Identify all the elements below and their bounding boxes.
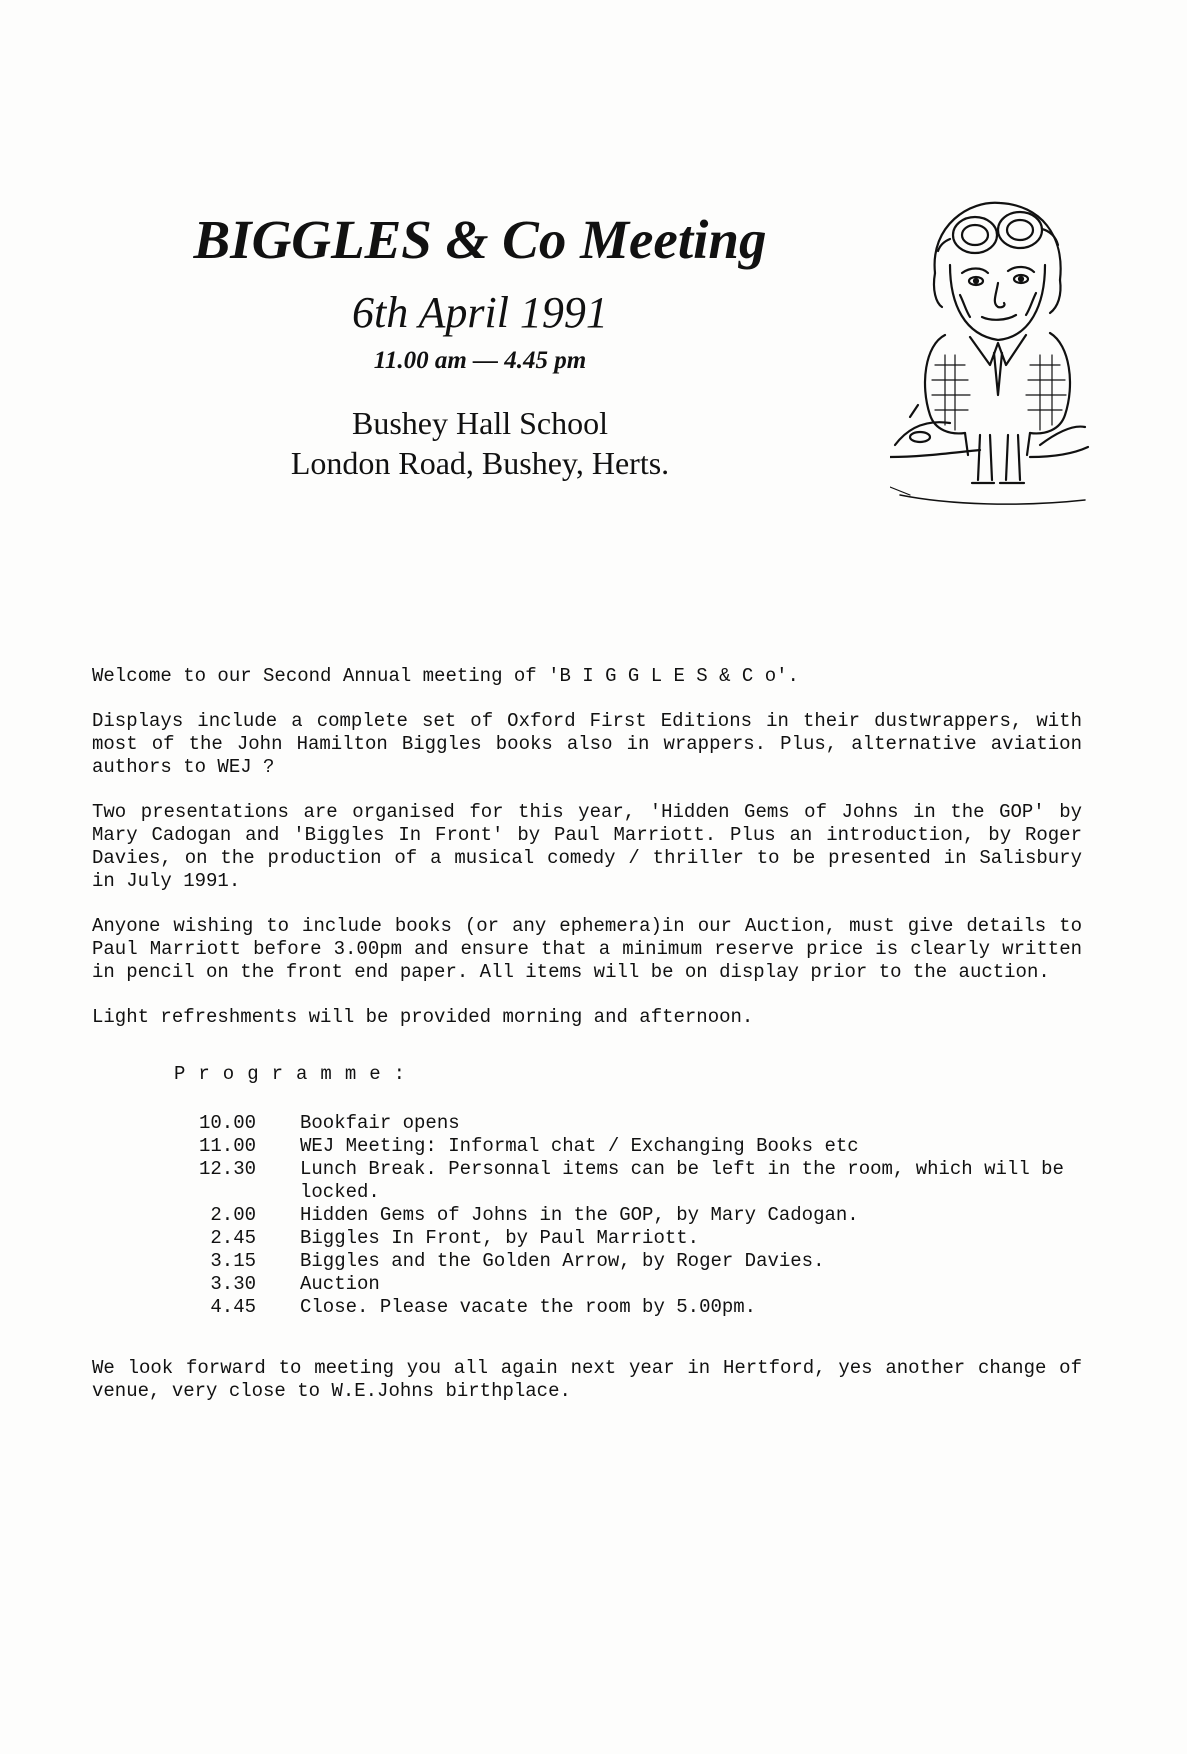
venue [140, 403, 820, 483]
programme-desc: Biggles In Front, by Paul Marriott. [300, 1227, 700, 1249]
programme-time: 2.00 [210, 1204, 256, 1226]
programme-desc: Close. Please vacate the room by 5.00pm. [300, 1296, 757, 1318]
programme-time: 2.45 [210, 1227, 256, 1249]
aviator-caricature-icon [890, 195, 1090, 510]
programme-time: 3.30 [210, 1273, 256, 1295]
programme-heading: Programme: [174, 1063, 419, 1085]
venue-line-2: London Road, Bushey, Herts. [290, 444, 670, 481]
programme-item [174, 1204, 1082, 1227]
meeting-time: 11.00 am — 4.45 pm [373, 346, 587, 374]
programme [174, 1063, 1082, 1319]
auction-paragraph: Anyone wishing to include books (or any ephemera)in our Auction, must give details to Paul Marriott before 3.00pm and ensure that a minimum reserve price is clearly written in pencil on the front end paper. All items will be on display prior to the auction. [92, 915, 1082, 983]
meeting-date: 6th April 1991 [352, 287, 608, 337]
programme-desc: WEJ Meeting: Informal chat / Exchanging Books etc [300, 1135, 859, 1157]
programme-time: 11.00 [198, 1135, 256, 1157]
closing-paragraph: We look forward to meeting you all again next year in Hertford, yes another change of venue, very close to W.E.Johns birthplace. [92, 1357, 1082, 1402]
header [140, 210, 820, 483]
body-text [92, 665, 1082, 1425]
programme-item [174, 1158, 1082, 1204]
welcome-paragraph: Welcome to our Second Annual meeting of 'B I G G L E S & C o'. [92, 665, 799, 687]
programme-time: 3.15 [210, 1250, 256, 1272]
programme-item [174, 1296, 1082, 1319]
programme-item [174, 1227, 1082, 1250]
programme-item [174, 1273, 1082, 1296]
programme-item [174, 1112, 1082, 1135]
venue-line-1: Bushey Hall School [352, 404, 608, 441]
programme-item [174, 1250, 1082, 1273]
meeting-title: BIGGLES & Co Meeting [193, 209, 767, 270]
presentations-paragraph: Two presentations are organised for this year, 'Hidden Gems of Johns in the GOP' by Mary Cadogan and 'Biggles In Front' by Paul Marriott. Plus an introduction, by Roger Davies, on the production of a musical comedy / thriller to be presented in Salisbury in July 1991. [92, 801, 1082, 892]
programme-time: 12.30 [198, 1158, 256, 1180]
programme-time: 10.00 [198, 1112, 256, 1134]
programme-desc: Bookfair opens [300, 1112, 460, 1134]
programme-desc: Biggles and the Golden Arrow, by Roger Davies. [300, 1250, 825, 1272]
refreshments-paragraph: Light refreshments will be provided morning and afternoon. [92, 1006, 754, 1028]
programme-desc: Hidden Gems of Johns in the GOP, by Mary Cadogan. [300, 1204, 859, 1226]
programme-desc: Auction [300, 1273, 380, 1295]
programme-item [174, 1135, 1082, 1158]
programme-desc: Lunch Break. Personnal items can be left in the room, which will be locked. [300, 1158, 1064, 1203]
programme-time: 4.45 [210, 1296, 256, 1318]
displays-paragraph: Displays include a complete set of Oxford First Editions in their dustwrappers, with most of the John Hamilton Biggles books also in wrappers. Plus, alternative aviation authors to WEJ ? [92, 710, 1082, 778]
